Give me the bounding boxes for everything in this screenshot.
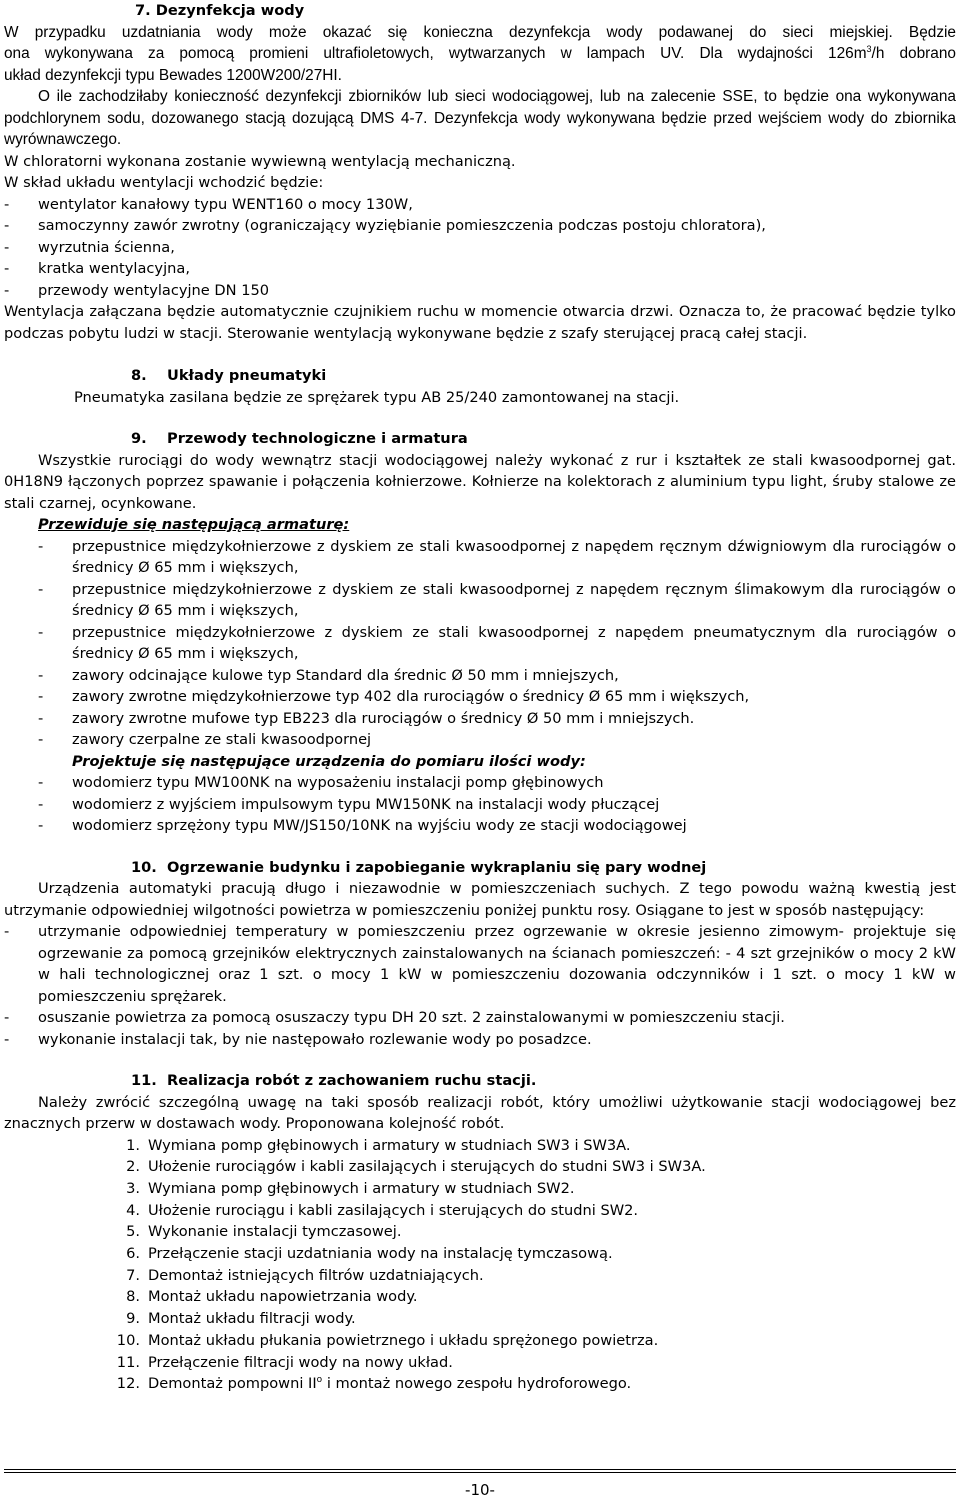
list-item: - wodomierz z wyjściem impulsowym typu MW150NK na instalacji wody płuczącej [38,795,660,813]
s11-paragraph-1: Należy zwrócić szczególną uwagę na taki sposób realizacji robót, który umożliwi użytkowanie stacji wodociągowej bez znacznych przerw w dostawach wody. Proponowana kolejność robót. [4,1093,956,1132]
list-item: 8. Montaż układu napowietrzania wody. [126,1288,418,1306]
list-item: 2. Ułożenie rurociągów i kabli zasilających i sterujących do studni SW3 i SW3A. [126,1158,706,1176]
list-item: - wodomierz typu MW100NK na wyposażeniu instalacji pomp głębinowych [38,774,604,791]
s7-paragraph-3: W chloratorni wykonana zostanie wywiewną wentylacją mechaniczną. [4,152,516,170]
list-item: 10. Montaż układu płukania powietrznego i układu sprężonego powietrza. [116,1331,659,1349]
list-item: - kratka wentylacyjna, [4,260,190,277]
s7-paragraph-5: Wentylacja załączana będzie automatycznie czujnikiem ruchu w momencie otwarcia drzwi. Oznacza to, że pracować będzie tylko podczas pobytu ludzi w stacji. Sterowanie wentylacją wykonywane będzie z szafy sterującej pracą całej stacji. [4,303,956,342]
list-item: 4. Ułożenie rurociągu i kabli zasilających i sterujących do studni SW2. [126,1201,639,1219]
list-item: - wentylator kanałowy typu WENT160 o mocy 130W, [4,195,413,213]
list-item: 6. Przełączenie stacji uzdatniania wody na instalację tymczasową. [126,1245,613,1263]
s7-p2-text: O ile zachodziłaby konieczność dezynfekcji zbiorników lub sieci wodociągowej, lub na zalecenie SSE, to będzie ona wykonywana podchlorynem sodu, dozowanego stacją dozującą DMS 4-7. Dezynfekcja wody wykonywana będzie przed wejściem wody do zbiornika wyrównawczego. [4,88,956,148]
list-item: - przewody wentylacyjne DN 150 [4,281,270,299]
list-item: - wodomierz sprzężony typu MW/JS150/10NK na wyjściu wody ze stacji wodociągowej [38,817,687,834]
footer-rule [4,1472,956,1473]
list-item: 9. Montaż układu filtracji wody. [126,1310,356,1328]
section-8-heading: 8. Układy pneumatyki [131,367,327,384]
list-item: 5. Wykonanie instalacji tymczasowej. [126,1223,402,1241]
s9-paragraph-1: Wszystkie rurociągi do wody wewnątrz stacji wodociągowej należy wykonać z rur i kształtek ze stali kwasoodpornej gat. 0H18N9 łączonych poprzez spawanie i połączenia kołnierzowe. Kołnierze na kolektorach z aluminium typu light, śruby stalowe ze stali czarnej, ocynkowane. [4,451,956,512]
page-number: -10- [465,1481,495,1499]
armatura-heading: Przewiduje się następującą armaturę: [38,516,350,533]
s7-paragraph-2 [4,86,956,151]
pomiar-heading: Projektuje się następujące urządzenia do pomiaru ilości wody: [72,752,586,770]
s10-paragraph-1: Urządzenia automatyki pracują długo i niezawodnie w pomieszczeniach suchych. Z tego powodu ważną kwestią jest utrzymanie odpowiedniej wilgotności powietrza w pomieszczeniu poniżej punktu rosy. Osiągane to jest w sposób następujący: [4,880,956,919]
list-item: - zawory odcinające kulowe typ Standard dla średnic Ø 50 mm i mniejszych, [38,666,619,684]
armatura-list [4,536,956,751]
list-item: 11. Przełączenie filtracji wody na nowy układ. [116,1353,453,1371]
superscript: 3 [866,43,872,54]
pomiar-list [4,772,956,837]
list-item: - przepustnice międzykołnierzowe z dyskiem ze stali kwasoodpornej z napędem ręcznym ślimakowym dla rurociągów o średnicy Ø 65 mm i większych, [38,580,956,619]
work-sequence-list [4,1135,956,1395]
section-7-heading: 7. Dezynfekcja wody [135,2,305,19]
list-item: - samoczynny zawór zwrotny (ograniczający wyziębianie pomieszczenia podczas postoju chloratora), [4,217,766,234]
ventilation-list [4,194,956,302]
list-item: - zawory zwrotne mufowe typ EB223 dla rurociągów o średnicy Ø 50 mm i mniejszych. [38,709,695,727]
s8-paragraph-1: Pneumatyka zasilana będzie ze sprężarek typu AB 25/240 zamontowanej na stacji. [74,388,680,406]
s7-paragraph-1-line-1: W przypadku uzdatniania wody może okazać się konieczna dezynfekcja wody podawanej do sieci miejskiej. Będzie [4,23,956,41]
s7-paragraph-1-line-2 [4,43,956,65]
s7-paragraph-1-line-3: układ dezynfekcji typu Bewades 1200W200/27HI. [4,66,342,84]
list-item: - utrzymanie odpowiedniej temperatury w pomieszczeniu przez ogrzewanie w okresie jesienno zimowym- projektuje się ogrzewanie za pomocą grzejników elektrycznych zainstalowanych na ścianach pomieszczeń: - 4 szt grzejników o mocy 2 kW w hali technologicznej oraz 1 szt. o mocy 1 kW w pomieszczeniu dozowania odczynników i 1 szt. o mocy 1 kW w pomieszczeniu sprężarek. [4,923,956,1005]
list-item: - osuszanie powietrza za pomocą osuszaczy typu DH 20 szt. 2 zainstalowanymi w pomieszczeniu stacji. [4,1009,785,1026]
s7-p1-unit: /h dobrano [871,45,956,62]
list-item: - przepustnice międzykołnierzowe z dyskiem ze stali kwasoodpornej z napędem pneumatycznym dla rurociągów o średnicy Ø 65 mm i większych, [38,623,956,662]
list-item: 3. Wymiana pomp głębinowych i armatury w studniach SW2. [126,1179,575,1197]
section-10-heading: 10. Ogrzewanie budynku i zapobieganie wykraplaniu się pary wodnej [131,858,707,876]
section-11-heading: 11. Realizacja robót z zachowaniem ruchu stacji. [131,1072,537,1089]
s7-paragraph-4: W skład układu wentylacji wchodzić będzie: [4,174,324,191]
list-item: 1. Wymiana pomp głębinowych i armatury w studniach SW3 i SW3A. [126,1136,631,1154]
list-item: - wyrzutnia ścienna, [4,238,175,256]
list-item: - wykonanie instalacji tak, by nie następowało rozlewanie wody po posadzce. [4,1030,592,1048]
list-item: - zawory zwrotne międzykołnierzowe typ 402 dla rurociągów o średnicy Ø 65 mm i większych, [38,688,750,705]
list-item: 12. Demontaż pompowni $II^o$ i montaż nowego zespołu hydroforowego. [116,1375,632,1393]
footer-rule [4,1469,956,1470]
humidity-list [4,921,956,1050]
s7-p1-text: ona wykonywana za pomocą promieni ultrafioletowych, wytwarzanych w lampach UV. Dla wydajności 126m [4,45,867,62]
list-item: - przepustnice międzykołnierzowe z dyskiem ze stali kwasoodpornej z napędem ręcznym dźwigniowym dla rurociągów o średnicy Ø 65 mm i większych, [38,537,956,576]
superscript: o [316,1375,323,1386]
list-item: 7. Demontaż istniejących filtrów uzdatniających. [126,1266,484,1284]
list-item: - zawory czerpalne ze stali kwasoodpornej [38,731,372,748]
document-page [4,0,956,1395]
section-9-heading: 9. Przewody technologiczne i armatura [131,430,468,447]
